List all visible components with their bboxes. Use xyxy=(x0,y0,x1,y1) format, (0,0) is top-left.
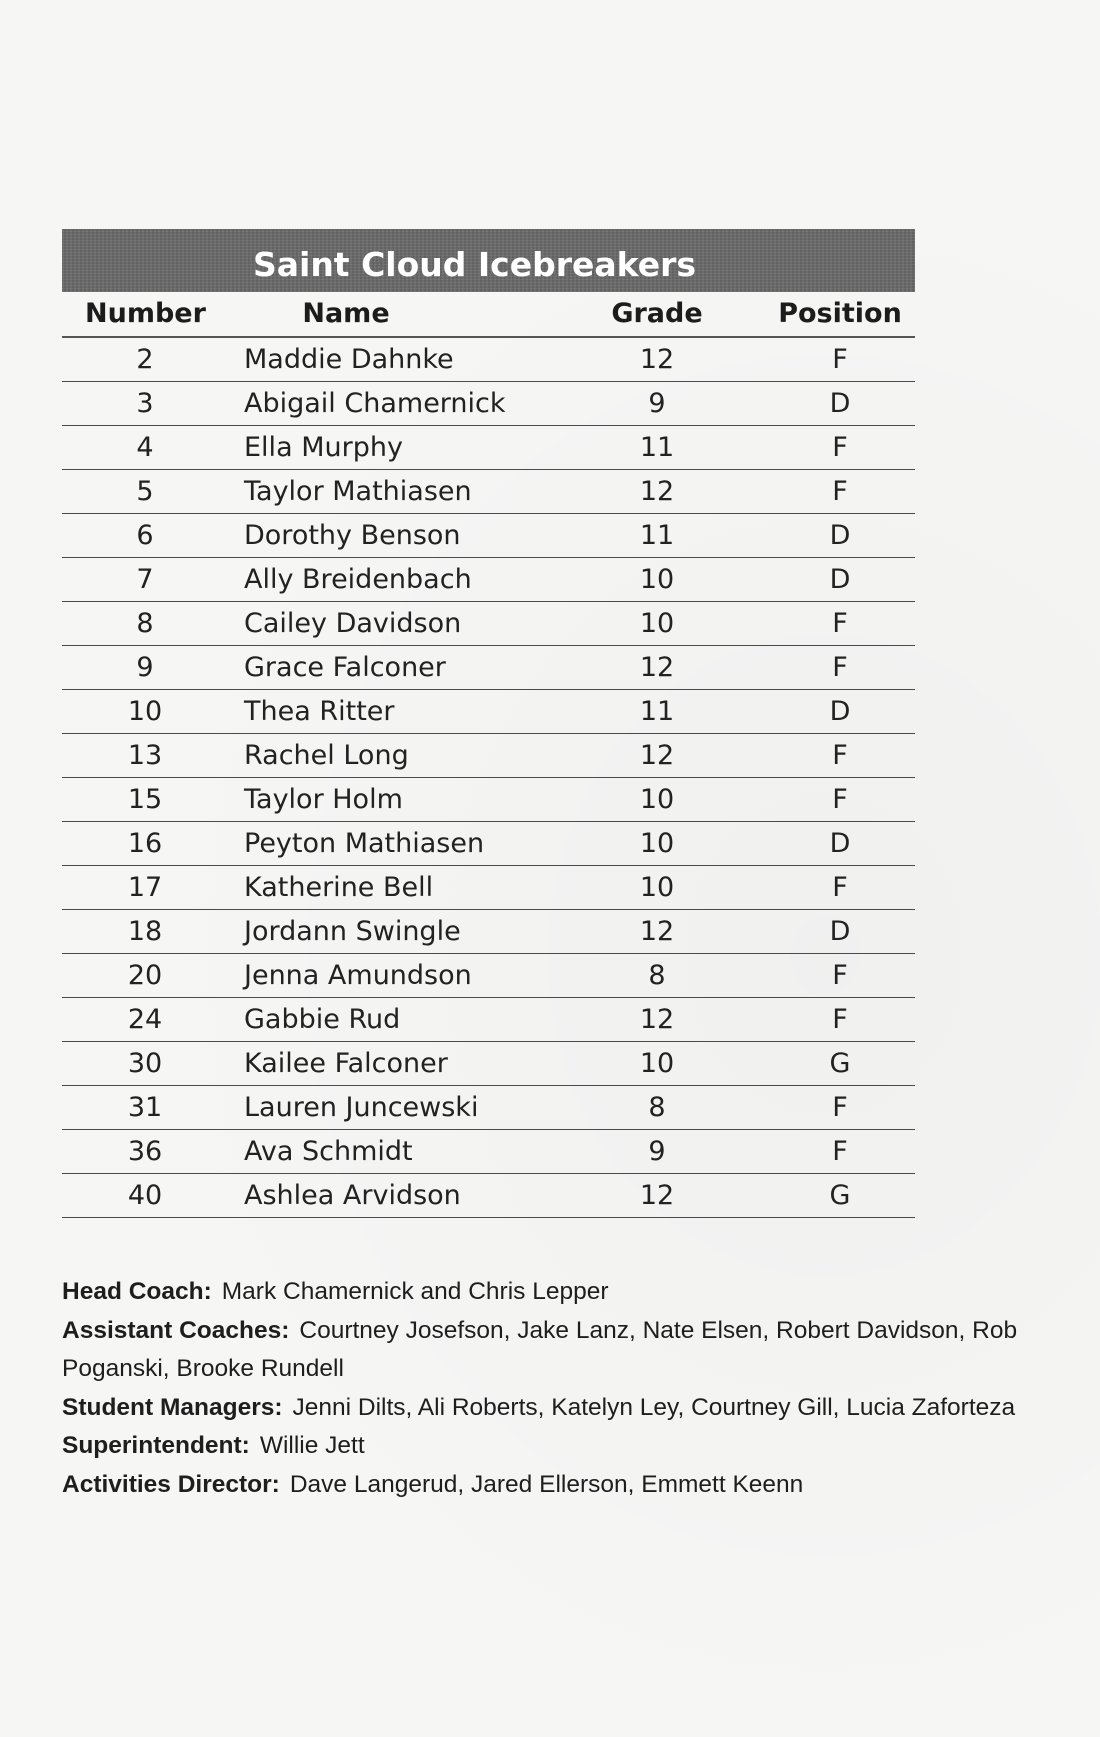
player-row xyxy=(62,1130,915,1174)
player-name: Lauren Juncewski xyxy=(244,1092,479,1123)
player-number: 2 xyxy=(136,344,154,375)
player-name: Rachel Long xyxy=(244,740,409,771)
assistant-coaches-label: Assistant Coaches: xyxy=(62,1316,290,1344)
player-number: 16 xyxy=(127,828,163,859)
header-number: Number xyxy=(85,298,206,329)
player-name: Taylor Holm xyxy=(244,784,403,815)
player-name: Abigail Chamernick xyxy=(244,388,506,419)
player-position: G xyxy=(829,1180,851,1211)
player-name: Peyton Mathiasen xyxy=(244,828,485,859)
player-position: F xyxy=(832,872,848,903)
player-name: Katherine Bell xyxy=(244,872,434,903)
player-position: D xyxy=(829,388,851,419)
activities-director-value: Dave Langerud, Jared Ellerson, Emmett Keenn xyxy=(289,1470,804,1498)
player-grade: 12 xyxy=(639,1004,675,1035)
player-number: 30 xyxy=(127,1048,163,1079)
assistant-coaches-value: Courtney Josefson, Jake Lanz, Nate Elsen, Robert Davidson, Rob Poganski, Brooke Rundell xyxy=(62,1316,1018,1382)
player-grade: 12 xyxy=(639,916,675,947)
player-number: 24 xyxy=(127,1004,163,1035)
player-grade: 10 xyxy=(639,784,675,815)
header-grade: Grade xyxy=(611,298,703,329)
player-row xyxy=(62,426,915,470)
header-name: Name xyxy=(302,298,390,329)
player-number: 9 xyxy=(136,652,154,683)
player-position: D xyxy=(829,564,851,595)
player-row xyxy=(62,1174,915,1218)
player-row xyxy=(62,910,915,954)
player-position: G xyxy=(829,1048,851,1079)
player-position: F xyxy=(832,740,848,771)
player-grade: 10 xyxy=(639,828,675,859)
player-row xyxy=(62,514,915,558)
player-name: Kailee Falconer xyxy=(244,1048,448,1079)
superintendent-label: Superintendent: xyxy=(62,1432,250,1459)
player-number: 20 xyxy=(127,960,163,991)
player-position: D xyxy=(829,828,851,859)
player-row xyxy=(62,1042,915,1086)
player-row xyxy=(62,734,915,778)
player-grade: 9 xyxy=(648,388,666,419)
player-position: D xyxy=(829,696,851,727)
player-number: 10 xyxy=(127,696,163,727)
player-position: F xyxy=(832,784,848,815)
player-position: F xyxy=(832,960,848,991)
player-position: D xyxy=(829,916,851,947)
player-grade: 10 xyxy=(639,564,675,595)
student-managers-line xyxy=(62,1389,1042,1428)
player-name: Taylor Mathiasen xyxy=(244,476,472,507)
player-grade: 8 xyxy=(648,960,666,991)
activities-director-line xyxy=(62,1466,1042,1505)
player-grade: 12 xyxy=(639,740,675,771)
player-name: Jordann Swingle xyxy=(244,916,461,947)
player-name: Ella Murphy xyxy=(244,432,403,463)
player-grade: 12 xyxy=(639,344,675,375)
head-coach-label: Head Coach: xyxy=(62,1278,212,1305)
player-number: 40 xyxy=(127,1180,163,1211)
superintendent-value: Willie Jett xyxy=(259,1432,365,1459)
staff-credits xyxy=(62,1273,1042,1504)
player-number: 5 xyxy=(136,476,154,507)
player-name: Ava Schmidt xyxy=(244,1136,413,1167)
player-row xyxy=(62,470,915,514)
player-row xyxy=(62,338,915,382)
player-number: 6 xyxy=(136,520,154,551)
player-number: 8 xyxy=(136,608,154,639)
superintendent-line xyxy=(62,1427,1042,1466)
player-row xyxy=(62,954,915,998)
player-grade: 11 xyxy=(639,432,675,463)
player-number: 36 xyxy=(127,1136,163,1167)
player-grade: 9 xyxy=(648,1136,666,1167)
player-grade: 10 xyxy=(639,1048,675,1079)
team-title-band xyxy=(62,229,915,292)
player-number: 13 xyxy=(127,740,163,771)
player-name: Ally Breidenbach xyxy=(244,564,472,595)
player-name: Thea Ritter xyxy=(244,696,395,727)
player-position: F xyxy=(832,1136,848,1167)
player-row xyxy=(62,778,915,822)
player-position: F xyxy=(832,1004,848,1035)
player-row xyxy=(62,646,915,690)
player-row xyxy=(62,602,915,646)
player-row xyxy=(62,690,915,734)
player-position: F xyxy=(832,432,848,463)
player-grade: 12 xyxy=(639,652,675,683)
header-position: Position xyxy=(778,298,902,329)
player-name: Maddie Dahnke xyxy=(244,344,454,375)
head-coach-value: Mark Chamernick and Chris Lepper xyxy=(221,1278,609,1305)
player-number: 18 xyxy=(127,916,163,947)
player-name: Dorothy Benson xyxy=(244,520,461,551)
player-number: 4 xyxy=(136,432,154,463)
column-headers xyxy=(62,292,915,338)
player-position: F xyxy=(832,344,848,375)
player-position: F xyxy=(832,1092,848,1123)
activities-director-label: Activities Director: xyxy=(62,1470,280,1498)
roster-table xyxy=(62,229,915,1218)
player-number: 3 xyxy=(136,388,154,419)
player-row xyxy=(62,558,915,602)
player-row xyxy=(62,382,915,426)
assistant-coaches-line xyxy=(62,1312,1042,1389)
player-grade: 12 xyxy=(639,476,675,507)
player-row xyxy=(62,866,915,910)
player-number: 7 xyxy=(136,564,154,595)
player-position: F xyxy=(832,476,848,507)
player-number: 15 xyxy=(127,784,163,815)
player-grade: 11 xyxy=(639,696,675,727)
student-managers-value: Jenni Dilts, Ali Roberts, Katelyn Ley, Courtney Gill, Lucia Zaforteza xyxy=(292,1393,1016,1421)
player-position: F xyxy=(832,608,848,639)
player-grade: 11 xyxy=(639,520,675,551)
player-row xyxy=(62,822,915,866)
player-row xyxy=(62,998,915,1042)
player-grade: 8 xyxy=(648,1092,666,1123)
player-name: Grace Falconer xyxy=(244,652,446,683)
team-title: Saint Cloud Icebreakers xyxy=(252,245,697,284)
player-row xyxy=(62,1086,915,1130)
player-name: Jenna Amundson xyxy=(244,960,472,991)
player-position: F xyxy=(832,652,848,683)
student-managers-label: Student Managers: xyxy=(62,1393,283,1421)
head-coach-line xyxy=(62,1273,1042,1312)
player-number: 31 xyxy=(127,1092,163,1123)
player-name: Ashlea Arvidson xyxy=(244,1180,461,1211)
player-grade: 10 xyxy=(639,872,675,903)
player-grade: 10 xyxy=(639,608,675,639)
player-position: D xyxy=(829,520,851,551)
player-name: Cailey Davidson xyxy=(244,608,462,639)
player-name: Gabbie Rud xyxy=(244,1004,401,1035)
player-grade: 12 xyxy=(639,1180,675,1211)
player-number: 17 xyxy=(127,872,163,903)
